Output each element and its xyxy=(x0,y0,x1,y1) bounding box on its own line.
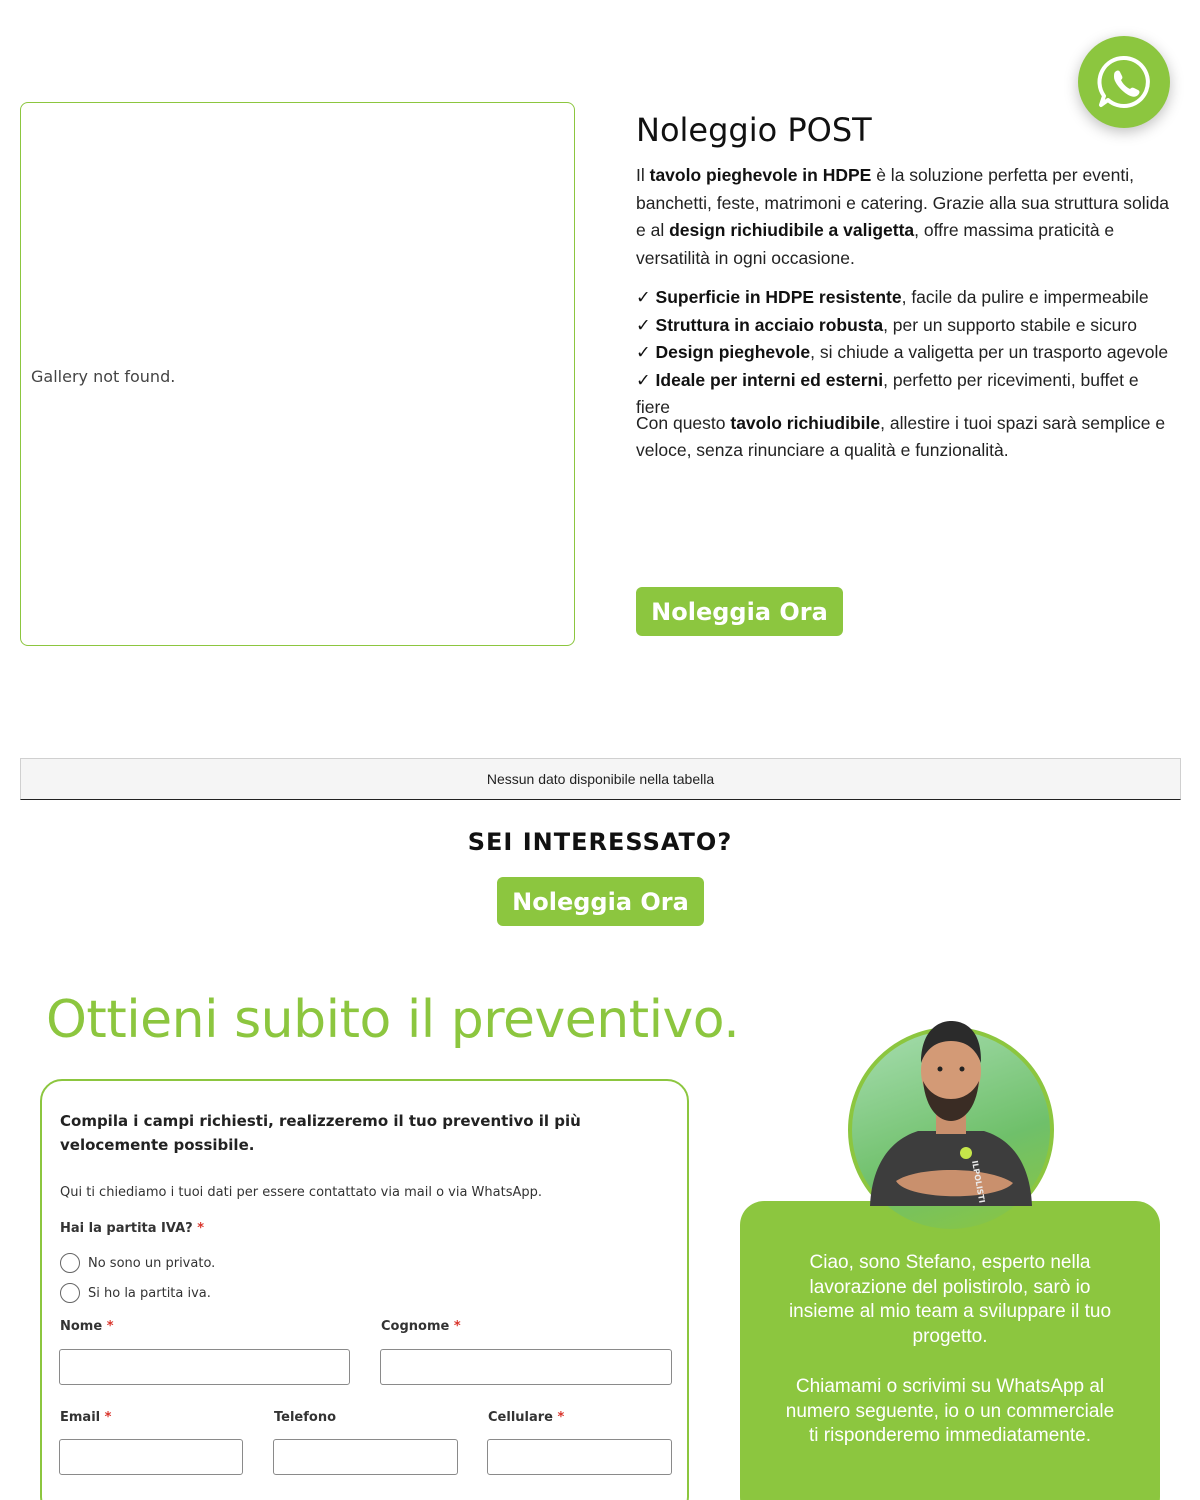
product-gallery xyxy=(20,102,575,646)
product-intro: Il tavolo pieghevole in HDPE è la soluzione perfetta per eventi, banchetti, feste, matrimoni e catering. Grazie alla sua struttura solida e al design richiudibile a valigetta, offre massima praticità e versatilità in ogni occasione. xyxy=(636,165,1170,268)
cellulare-input[interactable] xyxy=(487,1439,672,1475)
data-table xyxy=(20,758,1181,800)
rent-now-button-secondary[interactable]: Noleggia Ora xyxy=(497,877,704,926)
form-intro: Compila i campi richiesti, realizzeremo il tuo preventivo il più velocemente possibile. xyxy=(60,1112,581,1154)
gallery-error-message: Gallery not found. xyxy=(31,367,176,386)
product-outro: Con questo tavolo richiudibile, allestire i tuoi spazi sarà semplice e veloce, senza rinunciare a qualità e funzionalità. xyxy=(636,412,1166,460)
email-label: Email * xyxy=(60,1410,112,1425)
contact-card xyxy=(740,1201,1160,1500)
form-subtitle: Qui ti chiediamo i tuoi dati per essere contattato via mail o via WhatsApp. xyxy=(60,1185,543,1200)
contact-cta: Chiamami o scrivimi su WhatsApp al numero seguente, io o un commerciale ti risponderemo immediatamente. xyxy=(785,1376,1115,1446)
nome-label: Nome * xyxy=(60,1319,114,1334)
feature-item: ✓ Struttura in acciaio robusta, per un supporto stabile e sicuro xyxy=(636,314,1137,335)
telefono-input[interactable] xyxy=(273,1439,458,1475)
radio-option-vat[interactable]: Si ho la partita iva. xyxy=(60,1283,211,1303)
feature-item: ✓ Design pieghevole, si chiude a valigetta per un trasporto agevole xyxy=(636,342,1169,362)
radio-option-private[interactable]: No sono un privato. xyxy=(60,1253,215,1273)
avatar xyxy=(848,1027,1054,1233)
feature-item: ✓ Ideale per interni ed esterni, perfetto per ricevimenti, buffet e fiere xyxy=(636,369,1139,417)
quote-form xyxy=(40,1079,689,1500)
avatar-illustration xyxy=(848,991,1054,1221)
radio-button[interactable] xyxy=(60,1253,80,1273)
table-empty-message: Nessun dato disponibile nella tabella xyxy=(486,771,715,787)
radio-button[interactable] xyxy=(60,1283,80,1303)
cellulare-label: Cellulare * xyxy=(488,1410,565,1425)
nome-input[interactable] xyxy=(59,1349,350,1385)
cognome-input[interactable] xyxy=(380,1349,672,1385)
feature-item: ✓ Superficie in HDPE resistente, facile da pulire e impermeabile xyxy=(636,287,1149,307)
quote-title: Ottieni subito il preventivo. xyxy=(46,990,740,1050)
whatsapp-icon xyxy=(1094,52,1154,112)
cognome-label: Cognome * xyxy=(381,1319,461,1334)
interest-heading: SEI INTERESSATO? xyxy=(467,828,733,856)
vat-question-label: Hai la partita IVA? * xyxy=(60,1221,205,1236)
product-description xyxy=(636,110,1176,465)
rent-now-button[interactable]: Noleggia Ora xyxy=(636,587,843,636)
telefono-label: Telefono xyxy=(274,1410,337,1425)
contact-intro: Ciao, sono Stefano, esperto nella lavorazione del polistirolo, sarò io insieme al mio team a sviluppare il tuo progetto. xyxy=(788,1252,1112,1347)
feature-list xyxy=(636,284,1176,422)
email-input[interactable] xyxy=(59,1439,243,1475)
product-title: Noleggio POST xyxy=(636,111,872,149)
shirt-logo-text: ILPOLISTI xyxy=(970,1159,987,1204)
